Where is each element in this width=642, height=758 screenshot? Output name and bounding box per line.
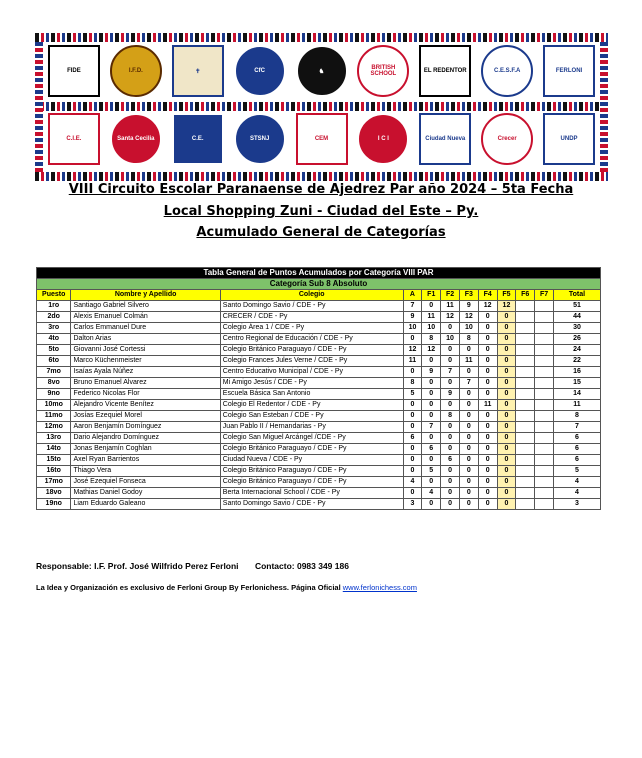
- cell-a: 0: [403, 367, 422, 378]
- table-row: [37, 477, 601, 488]
- cell-f2: 0: [441, 444, 460, 455]
- cell-f6: [516, 301, 535, 312]
- cell-total: 15: [553, 378, 600, 389]
- column-header-row: [37, 290, 601, 301]
- cell-total: 7: [553, 422, 600, 433]
- cfc-logo: CfC: [234, 45, 286, 97]
- column-header: F4: [478, 290, 497, 301]
- cell-f2: 6: [441, 455, 460, 466]
- table-row: [37, 400, 601, 411]
- cell-f6: [516, 488, 535, 499]
- cell-f5: 0: [497, 356, 516, 367]
- cell-f2: 0: [441, 378, 460, 389]
- cell-name: Josías Ezequiel Morel: [71, 411, 220, 422]
- cell-a: 0: [403, 334, 422, 345]
- cell-pos: 18vo: [37, 488, 71, 499]
- title-accumulated: Acumulado General de Categorías: [196, 225, 446, 240]
- cell-pos: 16to: [37, 466, 71, 477]
- logo-banner: [35, 33, 608, 181]
- cell-a: 0: [403, 466, 422, 477]
- cell-f4: 0: [478, 367, 497, 378]
- cell-f4: 0: [478, 389, 497, 400]
- cell-school: Colegio San Miguel Arcángel /CDE - Py: [220, 433, 403, 444]
- cell-total: 8: [553, 411, 600, 422]
- cell-f3: 0: [459, 477, 478, 488]
- cell-total: 14: [553, 389, 600, 400]
- cell-pos: 1ro: [37, 301, 71, 312]
- cell-f1: 5: [422, 466, 441, 477]
- cell-total: 6: [553, 433, 600, 444]
- stsnj-logo: STSNJ: [234, 113, 286, 165]
- cell-f2: 7: [441, 367, 460, 378]
- cell-a: 8: [403, 378, 422, 389]
- column-header: F2: [441, 290, 460, 301]
- cell-total: 5: [553, 466, 600, 477]
- cell-a: 6: [403, 433, 422, 444]
- cell-name: Mathias Daniel Godoy: [71, 488, 220, 499]
- table-row: [37, 345, 601, 356]
- cell-f5: 0: [497, 477, 516, 488]
- table-row: [37, 488, 601, 499]
- cell-f1: 8: [422, 334, 441, 345]
- banner-stripe-top: [35, 33, 608, 42]
- cell-a: 10: [403, 323, 422, 334]
- cell-f1: 7: [422, 422, 441, 433]
- cell-school: Colegio Área 1 / CDE - Py: [220, 323, 403, 334]
- cell-f1: 0: [422, 499, 441, 510]
- cell-f5: 0: [497, 455, 516, 466]
- cell-school: Centro Regional de Educación / CDE - Py: [220, 334, 403, 345]
- cell-f7: [535, 422, 554, 433]
- cell-school: CRECER / CDE - Py: [220, 312, 403, 323]
- cell-f4: 0: [478, 477, 497, 488]
- chess-knight-logo: FIDE: [48, 45, 100, 97]
- cell-f4: 11: [478, 400, 497, 411]
- cell-school: Colegio Británico Paraguayo / CDE - Py: [220, 466, 403, 477]
- cell-f5: 12: [497, 301, 516, 312]
- cell-f3: 12: [459, 312, 478, 323]
- cell-f2: 8: [441, 411, 460, 422]
- table-row: [37, 367, 601, 378]
- cell-f7: [535, 301, 554, 312]
- cell-a: 3: [403, 499, 422, 510]
- table-row: [37, 378, 601, 389]
- official-site-link[interactable]: www.ferlonichess.com: [342, 583, 417, 592]
- crecer-logo: Crecer: [481, 113, 533, 165]
- cesfa-logo: C.E.S.F.A: [481, 45, 533, 97]
- title-circuit: VIII Circuito Escolar Paranaense de Ajedrez Par año 2024 – 5ta Fecha: [68, 182, 574, 197]
- table-row: [37, 356, 601, 367]
- cell-f6: [516, 499, 535, 510]
- cell-f6: [516, 433, 535, 444]
- contact-phone: Contacto: 0983 349 186: [254, 561, 349, 571]
- column-header: Colegio: [220, 290, 403, 301]
- school-crest-logo-1: I.F.D.: [110, 45, 162, 97]
- banner-border-right: [600, 42, 608, 172]
- cie-logo: C.I.E.: [48, 113, 100, 165]
- cell-f3: 9: [459, 301, 478, 312]
- cell-f5: 0: [497, 444, 516, 455]
- cell-total: 22: [553, 356, 600, 367]
- ciudad-nueva-logo: Ciudad Nueva: [419, 113, 471, 165]
- cell-f6: [516, 378, 535, 389]
- cell-pos: 19no: [37, 499, 71, 510]
- cell-f4: 0: [478, 444, 497, 455]
- cem-logo: CEM: [296, 113, 348, 165]
- cell-school: Berta Internacional School / CDE - Py: [220, 488, 403, 499]
- table-row: [37, 312, 601, 323]
- cell-f6: [516, 345, 535, 356]
- cell-name: Thiago Vera: [71, 466, 220, 477]
- cell-f5: 0: [497, 466, 516, 477]
- cell-pos: 10mo: [37, 400, 71, 411]
- column-header: Total: [553, 290, 600, 301]
- table-row: [37, 499, 601, 510]
- cell-name: José Ezequiel Fonseca: [71, 477, 220, 488]
- cell-f4: 0: [478, 422, 497, 433]
- cell-f4: 0: [478, 455, 497, 466]
- chess-club-logo: ♞: [296, 45, 348, 97]
- cell-name: Liam Eduardo Galeano: [71, 499, 220, 510]
- cell-name: Aaron Benjamín Domínguez: [71, 422, 220, 433]
- cell-f2: 0: [441, 400, 460, 411]
- cell-school: Colegio Británico Paraguayo / CDE - Py: [220, 345, 403, 356]
- title-location: Local Shopping Zuni - Ciudad del Este – Py.: [163, 204, 479, 219]
- cell-f7: [535, 444, 554, 455]
- cell-f7: [535, 389, 554, 400]
- santa-cecilia-logo: Santa Cecilia: [110, 113, 162, 165]
- cell-f1: 0: [422, 356, 441, 367]
- cell-a: 0: [403, 488, 422, 499]
- cell-a: 0: [403, 422, 422, 433]
- cell-school: Escuela Básica San Antonio: [220, 389, 403, 400]
- cell-f4: 12: [478, 301, 497, 312]
- cell-f4: 0: [478, 312, 497, 323]
- cell-f3: 8: [459, 334, 478, 345]
- cell-a: 11: [403, 356, 422, 367]
- cell-f7: [535, 312, 554, 323]
- cell-name: Bruno Emanuel Alvarez: [71, 378, 220, 389]
- cell-f2: 0: [441, 433, 460, 444]
- ici-logo: I C I: [357, 113, 409, 165]
- cell-f5: 0: [497, 433, 516, 444]
- cell-total: 26: [553, 334, 600, 345]
- cell-f3: 0: [459, 466, 478, 477]
- cell-f6: [516, 411, 535, 422]
- cell-f3: 0: [459, 488, 478, 499]
- el-redentor-logo: EL REDENTOR: [419, 45, 471, 97]
- cell-f3: 0: [459, 499, 478, 510]
- cell-school: Ciudad Nueva / CDE - Py: [220, 455, 403, 466]
- cell-f5: 0: [497, 389, 516, 400]
- cell-f6: [516, 334, 535, 345]
- cell-f2: 0: [441, 422, 460, 433]
- cell-f5: 0: [497, 323, 516, 334]
- cell-a: 5: [403, 389, 422, 400]
- cell-f7: [535, 345, 554, 356]
- table-row: [37, 389, 601, 400]
- cell-f2: 9: [441, 389, 460, 400]
- cell-school: Santo Domingo Savio / CDE - Py: [220, 499, 403, 510]
- ferloni-logo: FERLONI: [543, 45, 595, 97]
- cell-f4: 0: [478, 488, 497, 499]
- undp-logo: UNDP: [543, 113, 595, 165]
- cell-f7: [535, 466, 554, 477]
- banner-border-left: [35, 42, 43, 172]
- cell-total: 30: [553, 323, 600, 334]
- cell-pos: 8vo: [37, 378, 71, 389]
- cell-total: 16: [553, 367, 600, 378]
- cell-f5: 0: [497, 367, 516, 378]
- cell-school: Colegio Frances Jules Verne / CDE - Py: [220, 356, 403, 367]
- table-row: [37, 422, 601, 433]
- cell-f7: [535, 400, 554, 411]
- responsible-name: Responsable: I.F. Prof. José Wilfrido Perez Ferloni: [36, 561, 239, 571]
- cell-f1: 0: [422, 455, 441, 466]
- cell-a: 0: [403, 400, 422, 411]
- cell-total: 4: [553, 477, 600, 488]
- cell-f6: [516, 455, 535, 466]
- cell-f7: [535, 367, 554, 378]
- cell-f3: 0: [459, 400, 478, 411]
- cell-f2: 0: [441, 499, 460, 510]
- cell-f7: [535, 323, 554, 334]
- cell-f3: 10: [459, 323, 478, 334]
- cell-total: 11: [553, 400, 600, 411]
- column-header: F6: [516, 290, 535, 301]
- cell-f1: 0: [422, 411, 441, 422]
- cell-f3: 0: [459, 389, 478, 400]
- cell-f2: 0: [441, 488, 460, 499]
- cell-f1: 10: [422, 323, 441, 334]
- standings-table: [36, 267, 601, 510]
- cell-f2: 11: [441, 301, 460, 312]
- cell-f6: [516, 389, 535, 400]
- cell-f7: [535, 499, 554, 510]
- cell-f2: 0: [441, 356, 460, 367]
- cell-pos: 14to: [37, 444, 71, 455]
- cell-name: Federico Nicolas Flor: [71, 389, 220, 400]
- cell-pos: 15to: [37, 455, 71, 466]
- cell-a: 12: [403, 345, 422, 356]
- british-school-logo: BRITISH SCHOOL: [357, 45, 409, 97]
- cell-f1: 12: [422, 345, 441, 356]
- cell-f3: 11: [459, 356, 478, 367]
- cell-f2: 10: [441, 334, 460, 345]
- cell-f4: 0: [478, 499, 497, 510]
- cell-pos: 9no: [37, 389, 71, 400]
- cell-f1: 4: [422, 488, 441, 499]
- cell-f7: [535, 411, 554, 422]
- cell-f2: 0: [441, 323, 460, 334]
- cell-a: 9: [403, 312, 422, 323]
- cell-total: 44: [553, 312, 600, 323]
- cell-pos: 12mo: [37, 422, 71, 433]
- cell-f5: 0: [497, 345, 516, 356]
- cell-f7: [535, 378, 554, 389]
- column-header: Nombre y Apellido: [71, 290, 220, 301]
- cell-f4: 0: [478, 334, 497, 345]
- table-row: [37, 433, 601, 444]
- cell-f7: [535, 356, 554, 367]
- cell-total: 4: [553, 488, 600, 499]
- cell-name: Alexis Emanuel Colmán: [71, 312, 220, 323]
- cell-f1: 9: [422, 367, 441, 378]
- cell-pos: 3ro: [37, 323, 71, 334]
- cell-f5: 0: [497, 400, 516, 411]
- cell-pos: 11mo: [37, 411, 71, 422]
- cell-f3: 0: [459, 433, 478, 444]
- table-title: Tabla General de Puntos Acumulados por Categoría VIII PAR: [37, 268, 601, 279]
- cell-f4: 0: [478, 356, 497, 367]
- cell-name: Giovanni José Cortessi: [71, 345, 220, 356]
- cell-f7: [535, 334, 554, 345]
- cell-f3: 0: [459, 345, 478, 356]
- cell-f1: 6: [422, 444, 441, 455]
- cell-pos: 7mo: [37, 367, 71, 378]
- cell-a: 0: [403, 444, 422, 455]
- cell-school: Juan Pablo II / Hernandarias - Py: [220, 422, 403, 433]
- cell-f2: 0: [441, 477, 460, 488]
- column-header: A: [403, 290, 422, 301]
- cell-school: Colegio Británico Paraguayo / CDE - Py: [220, 477, 403, 488]
- cell-f3: 7: [459, 378, 478, 389]
- column-header: F3: [459, 290, 478, 301]
- cell-f1: 0: [422, 477, 441, 488]
- cell-f6: [516, 444, 535, 455]
- column-header: F1: [422, 290, 441, 301]
- cell-name: Carlos Emmanuel Dure: [71, 323, 220, 334]
- cell-total: 51: [553, 301, 600, 312]
- cell-f4: 0: [478, 323, 497, 334]
- cell-school: Santo Domingo Savio / CDE - Py: [220, 301, 403, 312]
- cell-a: 0: [403, 455, 422, 466]
- cell-a: 7: [403, 301, 422, 312]
- cell-f4: 0: [478, 466, 497, 477]
- cell-f6: [516, 477, 535, 488]
- column-header: F5: [497, 290, 516, 301]
- cell-total: 6: [553, 455, 600, 466]
- cell-name: Dario Alejandro Domínguez: [71, 433, 220, 444]
- cell-f7: [535, 488, 554, 499]
- table-row: [37, 455, 601, 466]
- cell-f2: 0: [441, 466, 460, 477]
- cell-f6: [516, 422, 535, 433]
- cross-crest-logo: ✝: [172, 45, 224, 97]
- cell-f5: 0: [497, 411, 516, 422]
- cell-f3: 0: [459, 422, 478, 433]
- cell-f3: 0: [459, 411, 478, 422]
- category-label: Categoría Sub 8 Absoluto: [37, 279, 601, 290]
- colegio-estado-logo: C.E.: [172, 113, 224, 165]
- organization-note: [36, 583, 417, 592]
- cell-name: Axel Ryan Barrientos: [71, 455, 220, 466]
- cell-f5: 0: [497, 499, 516, 510]
- cell-f5: 0: [497, 312, 516, 323]
- cell-f1: 11: [422, 312, 441, 323]
- cell-f4: 0: [478, 345, 497, 356]
- table-row: [37, 301, 601, 312]
- cell-pos: 17mo: [37, 477, 71, 488]
- cell-f5: 0: [497, 488, 516, 499]
- cell-f4: 0: [478, 411, 497, 422]
- cell-f4: 0: [478, 378, 497, 389]
- cell-f5: 0: [497, 334, 516, 345]
- cell-f6: [516, 312, 535, 323]
- cell-f3: 0: [459, 367, 478, 378]
- cell-name: Santiago Gabriel Silvero: [71, 301, 220, 312]
- cell-name: Alejandro Vicente Benítez: [71, 400, 220, 411]
- cell-f7: [535, 477, 554, 488]
- standings-body: [37, 301, 601, 510]
- cell-pos: 13ro: [37, 433, 71, 444]
- cell-f6: [516, 466, 535, 477]
- cell-f2: 0: [441, 345, 460, 356]
- table-row: [37, 466, 601, 477]
- cell-school: Centro Educativo Municipal / CDE - Py: [220, 367, 403, 378]
- cell-total: 24: [553, 345, 600, 356]
- cell-f3: 0: [459, 455, 478, 466]
- cell-f1: 0: [422, 389, 441, 400]
- table-row: [37, 323, 601, 334]
- column-header: F7: [535, 290, 554, 301]
- cell-f2: 12: [441, 312, 460, 323]
- responsible-line: [36, 561, 349, 571]
- cell-school: Colegio Británico Paraguayo / CDE - Py: [220, 444, 403, 455]
- cell-school: Colegio San Esteban / CDE - Py: [220, 411, 403, 422]
- table-row: [37, 334, 601, 345]
- cell-f1: 0: [422, 433, 441, 444]
- cell-pos: 5to: [37, 345, 71, 356]
- cell-a: 0: [403, 411, 422, 422]
- cell-total: 6: [553, 444, 600, 455]
- cell-f5: 0: [497, 378, 516, 389]
- banner-stripe-middle: [35, 102, 608, 111]
- cell-f1: 0: [422, 400, 441, 411]
- cell-name: Dalton Arias: [71, 334, 220, 345]
- banner-stripe-bottom: [35, 172, 608, 181]
- cell-f4: 0: [478, 433, 497, 444]
- table-row: [37, 411, 601, 422]
- organization-text: La Idea y Organización es exclusivo de Ferloni Group By Ferlonichess. Página Oficial: [36, 583, 343, 592]
- cell-pos: 6to: [37, 356, 71, 367]
- cell-f1: 0: [422, 378, 441, 389]
- table-row: [37, 444, 601, 455]
- cell-f6: [516, 367, 535, 378]
- cell-school: Mi Amigo Jesús / CDE - Py: [220, 378, 403, 389]
- cell-pos: 4to: [37, 334, 71, 345]
- cell-f7: [535, 433, 554, 444]
- cell-f7: [535, 455, 554, 466]
- cell-school: Colegio El Redentor / CDE - Py: [220, 400, 403, 411]
- cell-a: 4: [403, 477, 422, 488]
- column-header: Puesto: [37, 290, 71, 301]
- cell-f5: 0: [497, 422, 516, 433]
- cell-f6: [516, 356, 535, 367]
- cell-name: Isaías Ayala Núñez: [71, 367, 220, 378]
- cell-f6: [516, 400, 535, 411]
- cell-f1: 0: [422, 301, 441, 312]
- cell-pos: 2do: [37, 312, 71, 323]
- cell-total: 3: [553, 499, 600, 510]
- cell-f6: [516, 323, 535, 334]
- cell-name: Jonas Benjamín Coghlan: [71, 444, 220, 455]
- cell-name: Marco Küchenmeister: [71, 356, 220, 367]
- cell-f3: 0: [459, 444, 478, 455]
